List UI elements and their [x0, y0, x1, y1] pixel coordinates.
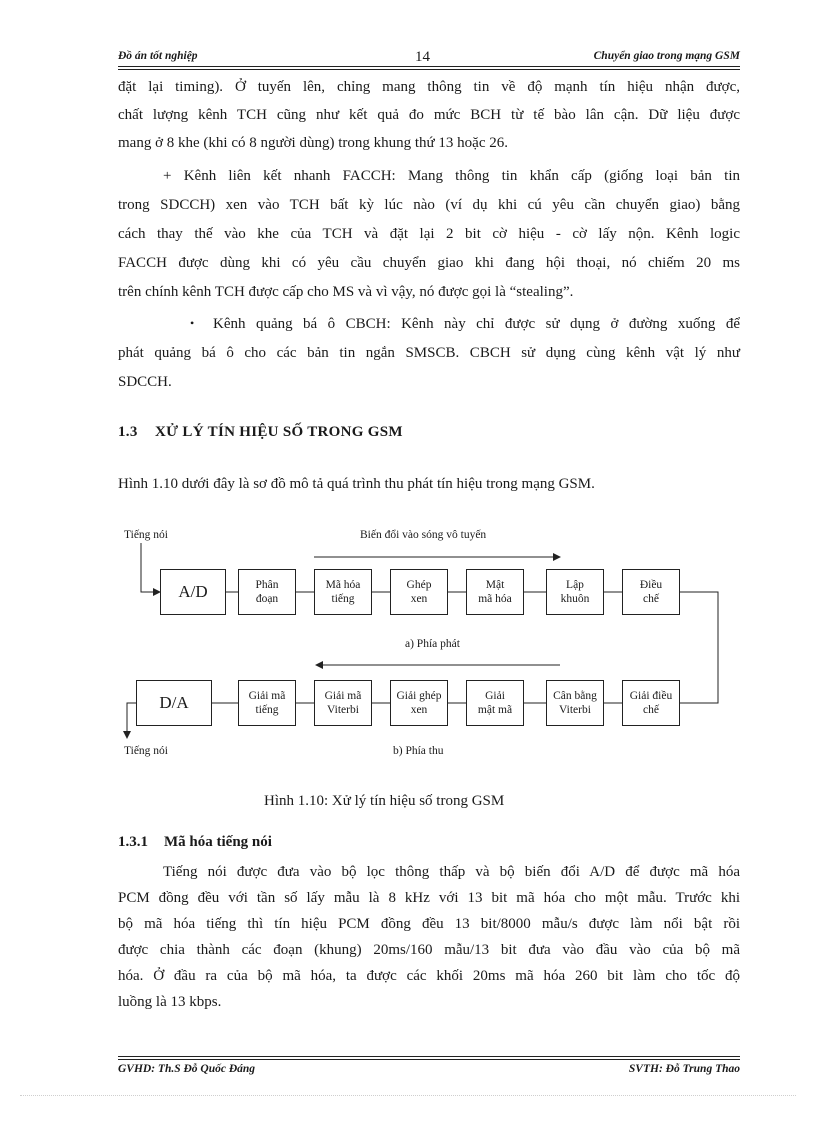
tx-block-segmentation: Phân đoạn — [238, 569, 296, 615]
rx-block-deinterleaving: Giải ghép xen — [390, 680, 448, 726]
output-speech-label: Tiếng nói — [124, 745, 168, 757]
subsection-number: 1.3.1 — [118, 834, 148, 850]
rx-block-viterbi-decoding: Giải mã Viterbi — [314, 680, 372, 726]
footer-rule — [118, 1056, 740, 1060]
text-line: trên chính kênh TCH được cấp cho MS và vì vậy, nó được gọi là “stealing”. — [118, 284, 574, 300]
header-right: Chuyển giao trong mạng GSM — [593, 50, 740, 62]
figure-caption: Hình 1.10: Xử lý tín hiệu số trong GSM — [264, 793, 505, 809]
text-line: trong SDCCH) xen vào TCH bất kỳ lúc nào (ví dụ khi cú yêu cần chuyển giao) bằng — [118, 197, 740, 213]
rx-block-viterbi-equalizer: Cân bằng Viterbi — [546, 680, 604, 726]
text-line: Tiếng nói được đưa vào bộ lọc thông thấp và bộ biến đổi A/D để được mã hóa — [163, 864, 740, 880]
text-line: chất lượng kênh TCH cũng như kết quả đo mức BCH từ tế bào lân cận. Dữ liệu được — [118, 107, 740, 123]
rx-block-demodulation: Giải điều chế — [622, 680, 680, 726]
rx-block-speech-decoding: Giải mã tiếng — [238, 680, 296, 726]
text-line: đặt lại timing). Ở tuyến lên, chỉng mang thông tin về độ mạnh tín hiệu nhận được, — [118, 79, 740, 95]
page-number: 14 — [415, 49, 430, 65]
text-line: bộ mã hóa tiếng thì tín hiệu PCM đồng đều 13 bit/8000 mẫu/s được làm nổi bật rồi — [118, 916, 740, 932]
page-edge — [20, 1095, 796, 1096]
input-arrow — [141, 543, 160, 592]
footer-right: SVTH: Đỗ Trung Thao — [628, 1063, 740, 1075]
text-line: cách thay thế vào khe của TCH và đặt lại 2 bit cờ hiệu - cờ lấy nộn. Kênh logic — [118, 226, 740, 242]
tx-block-interleaving: Ghép xen — [390, 569, 448, 615]
text-line: được chia thành các đoạn (khung) 20ms/160 mẫu/13 bit đưa vào đầu vào của bộ mã — [118, 942, 740, 958]
input-speech-label: Tiếng nói — [124, 529, 168, 541]
text-line: + Kênh liên kết nhanh FACCH: Mang thông tin khẩn cấp (giống loại bản tin — [163, 168, 740, 184]
rx-block-deciphering: Giải mật mã — [466, 680, 524, 726]
tx-block-ad: A/D — [160, 569, 226, 615]
figure-intro: Hình 1.10 dưới đây là sơ đồ mô tả quá trình thu phát tín hiệu trong mạng GSM. — [118, 476, 595, 492]
text-line: PCM đồng đều với tần số lấy mẫu là 8 kHz với 13 bit mã hóa cho một mẫu. Trước khi — [118, 890, 740, 906]
tx-block-speech-coding: Mã hóa tiếng — [314, 569, 372, 615]
subsection-title: Mã hóa tiếng nói — [164, 834, 272, 850]
text-line: hóa. Ở đầu ra của bộ mã hóa, ta được các khối 20ms mã hóa 260 bit làm cho tốc độ — [118, 968, 740, 984]
text-line: phát quảng bá ô cho các bản tin ngắn SMSCB. CBCH sử dụng cùng kênh vật lý như — [118, 345, 740, 361]
header-left: Đồ án tốt nghiệp — [118, 50, 198, 62]
footer-left: GVHD: Th.S Đỗ Quốc Đáng — [118, 1063, 256, 1075]
text-line: FACCH được dùng khi có yêu cầu chuyển giao khi đang hội thoại, nó chiếm 20 ms — [118, 255, 740, 271]
tx-side-label: a) Phía phát — [405, 638, 460, 650]
text-line: Kênh quảng bá ô CBCH: Kênh này chỉ được sử dụng ở đường xuống để — [213, 316, 740, 332]
tx-block-ciphering: Mật mã hóa — [466, 569, 524, 615]
loop-connector — [680, 592, 718, 703]
section-number: 1.3 — [118, 424, 138, 440]
top-arrow-label: Biến đổi vào sóng vô tuyến — [360, 529, 487, 541]
text-line: luồng là 13 kbps. — [118, 994, 222, 1010]
output-arrow — [127, 703, 136, 738]
text-line: mang ở 8 khe (khi có 8 người dùng) trong khung thứ 13 hoặc 26. — [118, 135, 508, 151]
section-title: XỬ LÝ TÍN HIỆU SỐ TRONG GSM — [155, 424, 403, 440]
rx-block-da: D/A — [136, 680, 212, 726]
tx-block-burst-formatting: Lập khuôn — [546, 569, 604, 615]
rx-side-label: b) Phía thu — [393, 745, 444, 757]
tx-block-modulation: Điều chế — [622, 569, 680, 615]
text-line: SDCCH. — [118, 374, 172, 390]
bullet-icon: • — [190, 316, 195, 330]
